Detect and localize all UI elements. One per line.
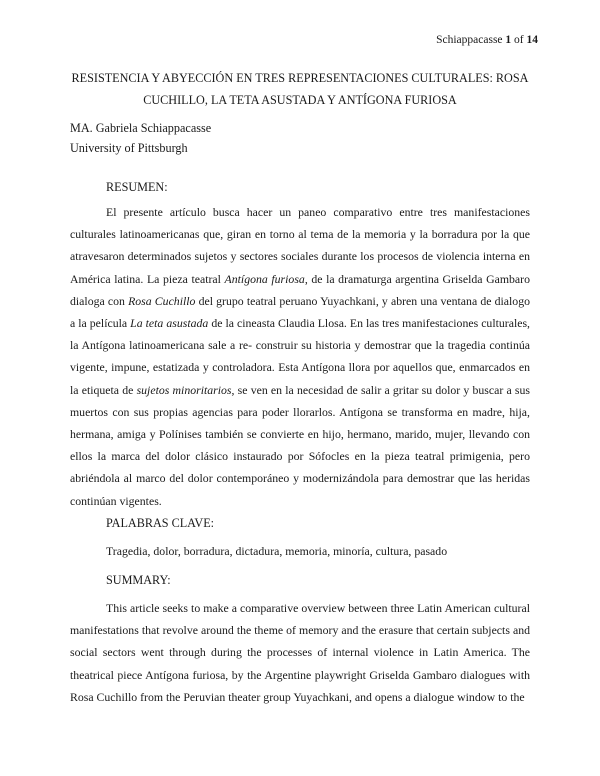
- resumen-title-teta: La teta asustada: [130, 316, 209, 331]
- page-of: of: [514, 34, 524, 46]
- header-author: Schiappacasse: [436, 34, 503, 46]
- resumen-heading: RESUMEN:: [106, 180, 168, 194]
- resumen-text-5: , se ven en la necesidad de salir a gritar su dolor y buscar a sus muertos con sus propias agencias para poder llorarlos. Antígona se transforma en madre, hija, hermana, amiga y Polínises también se convierte en hijo, hermano, marido, mujer, llevando con ellos la marca del dolor clásico instaurado por Sófocles en la pieza teatral primigenia, pero abriéndola al marco del dolor contemporáneo y modernizándola para demostrar que las heridas continúan vigentes.: [70, 382, 530, 508]
- summary-heading: SUMMARY:: [106, 573, 171, 587]
- resumen-text-4: de la cineasta Claudia Llosa. En las tres manifestaciones culturales, la Antígona latinoamericana sale a re- construir su historia y demostrar que la tragedia continúa vigente, impune, estatizada y controladora. Esta Antígona llora por aquellos que, enmarcados en la etiqueta de: [70, 316, 531, 397]
- page-current: 1: [505, 34, 512, 46]
- author-block: [70, 118, 211, 158]
- resumen-text-3: del grupo teatral peruano Yuyachkani, y abren una ventana de dialogo a la película: [70, 293, 530, 331]
- page-total: 14: [526, 34, 538, 46]
- author-name: MA. Gabriela Schiappacasse: [70, 121, 212, 135]
- title-line-1: RESISTENCIA Y ABYECCIÓN EN TRES REPRESENTACIONES CULTURALES: ROSA: [71, 71, 529, 85]
- running-header: [436, 34, 538, 46]
- paper-title: [60, 67, 540, 111]
- resumen-title-rosa: Rosa Cuchillo: [128, 293, 196, 308]
- resumen-text-1: El presente artículo busca hacer un paneo comparativo entre tres manifestaciones culturales latinoamericanas que, giran en torno al tema de la memoria y la borradura por la que atravesaron determinados sujetos y sectores sociales durante los procesos de violencia interna en América latina. La pieza teatral: [70, 205, 530, 286]
- resumen-paragraph: [70, 201, 530, 512]
- resumen-term-sujetos: sujetos minoritarios: [136, 382, 232, 397]
- author-affiliation: University of Pittsburgh: [70, 141, 188, 155]
- title-line-2: CUCHILLO, LA TETA ASUSTADA Y ANTÍGONA FURIOSA: [143, 93, 457, 107]
- keywords-list: Tragedia, dolor, borradura, dictadura, memoria, minoría, cultura, pasado: [106, 544, 448, 558]
- summary-paragraph: This article seeks to make a comparative overview between three Latin American cultural manifestations that revolve around the theme of memory and the erasure that certain subjects and social sectors went through during the processes of internal violence in Latin America. The theatrical piece Antígona furiosa, by the Argentine playwright Griselda Gambaro dialogues with Rosa Cuchillo from the Peruvian theater group Yuyachkani, and opens a dialogue window to the: [70, 601, 530, 704]
- resumen-text-2: , de la dramaturga argentina Griselda Gambaro dialoga con: [70, 271, 530, 308]
- palabras-clave-heading: PALABRAS CLAVE:: [106, 516, 215, 530]
- resumen-title-antigona: Antígona furiosa: [224, 271, 305, 286]
